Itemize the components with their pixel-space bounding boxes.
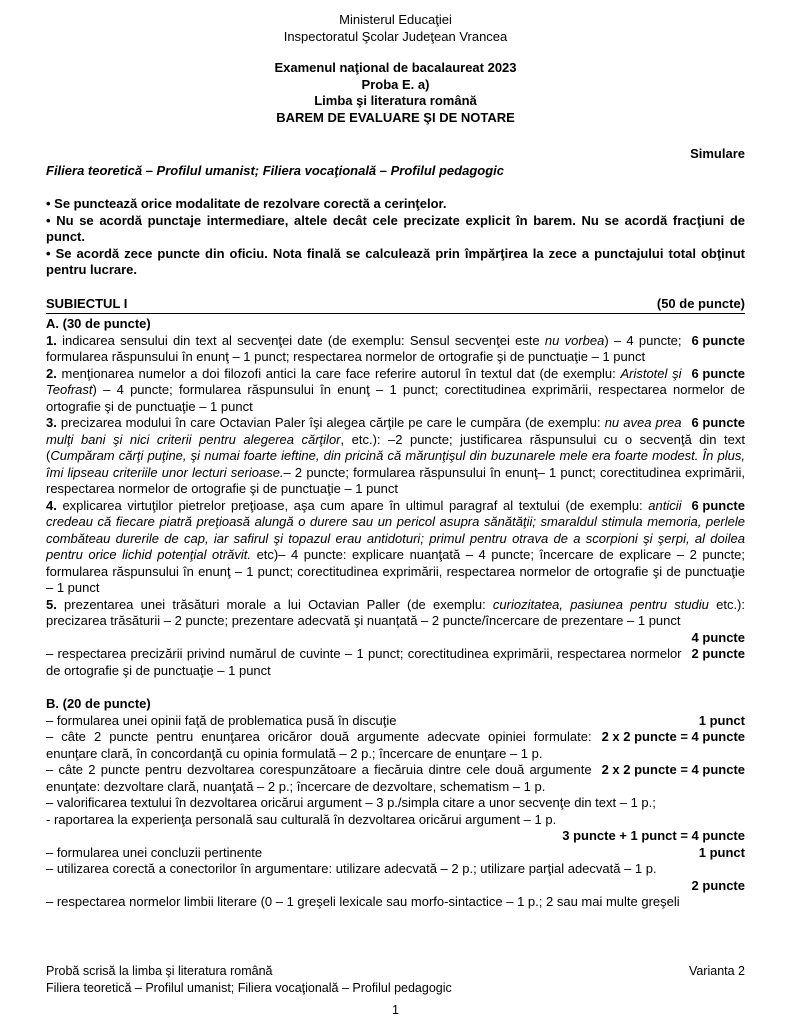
text-segment: etc.): precizarea trăsăturii – 2 puncte; prezentare adecvată şi nuanţată – 2 puncte/încercare de prezentare – 1 punct — [46, 596, 745, 628]
item-b6-text — [46, 845, 262, 860]
item-b3 — [46, 762, 745, 795]
item-a1-score: 6 puncte — [691, 332, 745, 348]
page-number: 1 — [392, 1002, 399, 1017]
item-a3-text — [46, 415, 745, 496]
text-segment: – utilizarea corectă a conectorilor în argumentare: utilizare adecvată – 2 p.; utilizare parţial adecvată – 1 p. — [46, 861, 657, 876]
footer-row — [46, 963, 745, 979]
text-segment: indicarea sensului din text al secvenţei date (de exemplu: Sensul secvenţei este — [56, 332, 545, 348]
text-segment: 1. — [46, 332, 57, 348]
text-segment: 4. — [46, 497, 57, 513]
page-footer — [46, 963, 745, 1018]
text-segment: menţionarea numelor a doi filozofi antici la care face referire autorul în textul dat (de exemplu: — [56, 365, 621, 381]
item-b5 — [46, 812, 745, 829]
document-header — [46, 12, 745, 45]
text-segment: nu vorbea — [544, 332, 605, 348]
text-segment: – formularea unei opinii faţă de problematica pusă în discuţie — [46, 712, 397, 728]
item-a4-text — [46, 498, 745, 596]
item-a1-text — [46, 333, 682, 365]
item-a4-score: 6 puncte — [691, 497, 745, 513]
item-b6-score: 1 punct — [698, 844, 745, 860]
item-a3-score: 6 puncte — [691, 415, 745, 430]
text-segment: – formularea unei concluzii pertinente — [46, 844, 263, 860]
item-b3-score: 2 x 2 puncte = 4 puncte — [601, 762, 745, 777]
text-segment: - raportarea la experienţa personală sau culturală în dezvoltarea oricărui argument – 1 p. — [46, 811, 557, 827]
section-a-label: A. (30 de puncte) — [46, 316, 151, 331]
note-item-2: • Nu se acordă punctaje intermediare, altele decât cele precizate explicit în barem. Nu se acordă fracţiuni de punct. — [46, 212, 745, 244]
text-segment: ) – 4 puncte; formularea răspunsului în enunţ – 1 punct; respectarea normelor de ortografie şi de punctuaţie – 1 punct — [46, 332, 682, 364]
text-segment: – valorificarea textului în dezvoltarea oricărui argument – 3 p./simpla citare a unor secvenţe din text – 1 p.; — [46, 795, 656, 810]
inspectorate-line: Inspectoratul Şcolar Judeţean Vrancea — [283, 28, 508, 44]
item-a5 — [46, 597, 745, 630]
item-b8 — [46, 894, 745, 911]
word-count-text — [46, 646, 682, 678]
note-item-3: • Se acordă zece puncte din oficiu. Nota finală se calculează prin împărţirea la zece a punctajului total obţinut pentru lucrare. — [46, 245, 745, 277]
item-b5-score: 3 puncte + 1 punct = 4 puncte — [562, 828, 745, 843]
item-b7 — [46, 861, 745, 878]
item-b6 — [46, 845, 745, 862]
text-segment: , etc.): –2 puncte; justificarea răspunsului cu o secvenţă din text ( — [46, 431, 745, 463]
item-b1-text — [46, 713, 397, 728]
title-block — [46, 60, 745, 126]
word-count-item — [46, 646, 745, 679]
track-profile-line: Filiera teoretică – Profilul umanist; Filiera vocaţională – Profilul pedagogic — [46, 162, 505, 178]
item-b2-text — [46, 729, 592, 761]
footer-variant-label: Varianta 2 — [688, 964, 745, 979]
item-b8-text — [46, 894, 680, 909]
item-b4 — [46, 795, 745, 812]
subject1-heading — [46, 296, 745, 315]
item-a4 — [46, 498, 745, 597]
text-segment: 2. — [46, 365, 57, 381]
item-b7-score: 2 puncte — [691, 877, 745, 893]
item-a2 — [46, 366, 745, 416]
text-segment: Aristotel şi Teofrast — [46, 365, 682, 397]
text-segment: – câte 2 puncte pentru enunţarea oricăror două argumente adecvate opiniei formulate: enunţare clară, în concordanţă cu opinia formulată – 2 p.; încercare de enunţare – 1 p. — [46, 729, 592, 761]
text-segment: Cumpăram cărţi puţine, şi numai foarte ieftine, din pricină că mărunţişul din buzunarele mele era foarte modest. În plus, îmi lipseau criteriile unor lecturi serioase. — [46, 448, 745, 480]
notes-list — [46, 196, 745, 279]
text-segment: – respectarea precizării privind numărul de cuvinte – 1 punct; corectitudinea exprimării, respectarea normelor de ortografie şi de punctuaţie – 1 punct — [46, 646, 682, 678]
text-segment: – câte 2 puncte pentru dezvoltarea corespunzătoare a fiecăruia dintre cele două argumente enunţate: dezvoltare clară, nuanţată – 2 p.; încercare de dezvoltare, schematism – 1 p. — [46, 762, 592, 794]
discipline-line: Limba şi literatura română — [314, 93, 477, 108]
text-segment: etc)– 4 puncte: explicare nuanţată – 4 puncte; încercare de explicare – 2 puncte; formularea răspunsului în enunţ – 1 punct; corectitudinea exprimării, respectarea normelor de ortografie şi de punctuaţie – 1 punct — [46, 547, 745, 595]
section-b-label: B. (20 de puncte) — [46, 696, 151, 711]
item-b3-text — [46, 762, 592, 794]
item-a3 — [46, 415, 745, 498]
item-a5-score: 4 puncte — [691, 629, 745, 645]
ministry-line: Ministerul Educaţiei — [339, 12, 452, 27]
item-b2 — [46, 729, 745, 762]
word-count-score: 2 puncte — [691, 646, 745, 661]
text-segment: prezentarea unei trăsături morale a lui Octavian Paller (de exemplu: — [56, 596, 493, 612]
item-b7-text — [46, 861, 657, 876]
item-a2-score: 6 puncte — [691, 365, 745, 381]
item-b4-text — [46, 795, 656, 810]
barem-title: BAREM DE EVALUARE ŞI DE NOTARE — [276, 109, 515, 125]
exam-title: Examenul naţional de bacalaureat 2023 — [274, 60, 517, 75]
note-item-1: • Se punctează orice modalitate de rezolvare corectă a cerinţelor. — [46, 196, 447, 211]
item-a2-text — [46, 366, 745, 414]
item-a1 — [46, 333, 745, 366]
subject1-title: SUBIECTUL I — [46, 295, 128, 311]
text-segment: – respectarea normelor limbii literare (0 – 1 greşeli lexicale sau morfo-sintactice – 1 p.; 2 sau mai multe greşeli — [46, 894, 680, 909]
text-segment: 5. — [46, 596, 57, 612]
text-segment: ) – 4 puncte; formularea răspunsului în enunţ – 1 punct; corectitudinea exprimării, respectarea normelor de ortografie şi de punctuaţie – 1 punct — [46, 382, 745, 414]
footer-track-line: Filiera teoretică – Profilul umanist; Filiera vocaţională – Profilul pedagogic — [46, 980, 452, 995]
item-b1-score: 1 punct — [698, 712, 745, 728]
footer-exam-label: Probă scrisă la limba şi literatura română — [46, 964, 273, 979]
item-a5-text — [46, 597, 745, 629]
text-segment: explicarea virtuţilor pietrelor preţioase, aşa cum apare în ultimul paragraf al textului (de exemplu: — [56, 497, 649, 513]
text-segment: precizarea modului în care Octavian Paler îşi alegea cărţile pe care le cumpăra (de exemplu: — [56, 415, 605, 430]
text-segment: anticii credeau că fiecare piatră preţioasă alungă o durere sau un pericol asupra sănătăţii; smaraldul stimula memoria, perlele combăteau durerile de cap, iar safirul şi topazul erau antidoturi; primul pentru otrava de a scorpioni şi şerpi, al doilea pentru orice lichid potenţial otrăvit. — [46, 497, 745, 562]
subject1-points-label: (50 de puncte) — [656, 295, 745, 311]
item-b2-score: 2 x 2 puncte = 4 puncte — [601, 729, 745, 744]
item-b1 — [46, 713, 745, 730]
proba-line: Proba E. a) — [361, 76, 430, 92]
text-segment: nu avea prea mulţi bani şi nici criterii pentru alegerea cărţilor — [46, 415, 682, 447]
text-segment: curiozitatea, pasiunea pentru studiu — [492, 596, 709, 612]
text-segment: – 2 puncte; formularea răspunsului în enunţ– 1 punct; corectitudinea exprimării, respectarea normelor de ortografie şi de punctuaţie – 1 punct — [46, 464, 745, 496]
session-label: Simulare — [690, 146, 745, 161]
item-b5-text — [46, 812, 556, 827]
text-segment: 3. — [46, 415, 57, 430]
